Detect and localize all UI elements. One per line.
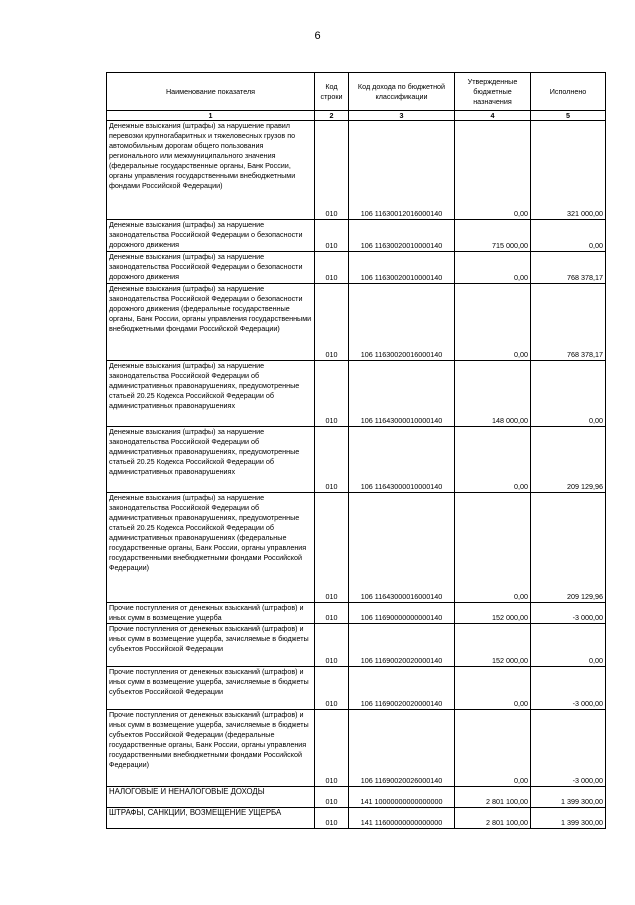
income-code: 106 11690020020000140 xyxy=(349,624,455,667)
indicator-name: НАЛОГОВЫЕ И НЕНАЛОГОВЫЕ ДОХОДЫ xyxy=(107,787,315,808)
line-code: 010 xyxy=(315,624,349,667)
indicator-name: Денежные взыскания (штрафы) за нарушение законодательства Российской Федерации об административных правонарушениях, предусмотренные статьей 20.25 Кодекса Российской Федерации об административных правонарушениях (федеральные государственные органы, Банк России, органы управления государственными внебюджетными фондами Российской Федерации) xyxy=(107,493,315,603)
column-number: 3 xyxy=(349,111,455,121)
column-header-code: Код строки xyxy=(315,73,349,111)
line-code: 010 xyxy=(315,667,349,710)
column-header-name: Наименование показателя xyxy=(107,73,315,111)
executed-amount: 0,00 xyxy=(531,220,606,252)
line-code: 010 xyxy=(315,808,349,829)
indicator-name: Денежные взыскания (штрафы) за нарушение законодательства Российской Федерации об административных правонарушениях, предусмотренные статьей 20.25 Кодекса Российской Федерации об административных правонарушениях xyxy=(107,361,315,427)
indicator-name: Прочие поступления от денежных взысканий (штрафов) и иных сумм в возмещение ущерба xyxy=(107,603,315,624)
approved-amount: 2 801 100,00 xyxy=(455,787,531,808)
income-code: 106 11630012016000140 xyxy=(349,121,455,220)
indicator-name: Денежные взыскания (штрафы) за нарушение правил перевозки крупногабаритных и тяжеловесных грузов по автомобильным дорогам общего пользования регионального или межмуниципального значения (федеральные государственные органы, Банк России, органы управления государственными внебюджетными фондами Российской Федерации) xyxy=(107,121,315,220)
table-row xyxy=(107,220,606,252)
income-code: 106 11630020016000140 xyxy=(349,284,455,361)
line-code: 010 xyxy=(315,361,349,427)
income-code: 106 11630020010000140 xyxy=(349,252,455,284)
indicator-name: ШТРАФЫ, САНКЦИИ, ВОЗМЕЩЕНИЕ УЩЕРБА xyxy=(107,808,315,829)
table-row xyxy=(107,121,606,220)
income-code: 106 11643000010000140 xyxy=(349,361,455,427)
column-number: 1 xyxy=(107,111,315,121)
executed-amount: -3 000,00 xyxy=(531,710,606,787)
approved-amount: 0,00 xyxy=(455,252,531,284)
column-number: 5 xyxy=(531,111,606,121)
line-code: 010 xyxy=(315,710,349,787)
approved-amount: 152 000,00 xyxy=(455,624,531,667)
line-code: 010 xyxy=(315,121,349,220)
income-code: 141 11600000000000000 xyxy=(349,808,455,829)
executed-amount: 768 378,17 xyxy=(531,252,606,284)
executed-amount: 321 000,00 xyxy=(531,121,606,220)
page-number: 6 xyxy=(314,30,321,42)
table-row xyxy=(107,427,606,493)
line-code: 010 xyxy=(315,427,349,493)
table-row-total xyxy=(107,808,606,829)
income-code: 106 11690020020000140 xyxy=(349,667,455,710)
approved-amount: 0,00 xyxy=(455,493,531,603)
executed-amount: 209 129,96 xyxy=(531,427,606,493)
indicator-name: Прочие поступления от денежных взысканий (штрафов) и иных сумм в возмещение ущерба, зачисляемые в бюджеты субъектов Российской Федерации (федеральные государственные органы, Банк России, органы управления государственными внебюджетными фондами Российской Федерации) xyxy=(107,710,315,787)
approved-amount: 0,00 xyxy=(455,427,531,493)
income-code: 106 11630020010000140 xyxy=(349,220,455,252)
executed-amount: 0,00 xyxy=(531,361,606,427)
approved-amount: 715 000,00 xyxy=(455,220,531,252)
executed-amount: -3 000,00 xyxy=(531,603,606,624)
indicator-name: Денежные взыскания (штрафы) за нарушение законодательства Российской Федерации о безопасности дорожного движения xyxy=(107,220,315,252)
executed-amount: 0,00 xyxy=(531,624,606,667)
approved-amount: 0,00 xyxy=(455,710,531,787)
income-code: 141 10000000000000000 xyxy=(349,787,455,808)
executed-amount: 768 378,17 xyxy=(531,284,606,361)
executed-amount: 1 399 300,00 xyxy=(531,808,606,829)
table-row xyxy=(107,603,606,624)
budget-execution-table xyxy=(106,72,606,829)
table-row xyxy=(107,284,606,361)
table-row xyxy=(107,624,606,667)
line-code: 010 xyxy=(315,493,349,603)
indicator-name: Денежные взыскания (штрафы) за нарушение законодательства Российской Федерации о безопасности дорожного движения (федеральные государственные органы, Банк России, органы управления государственными внебюджетными фондами Российской Федерации) xyxy=(107,284,315,361)
column-number: 4 xyxy=(455,111,531,121)
indicator-name: Прочие поступления от денежных взысканий (штрафов) и иных сумм в возмещение ущерба, зачисляемые в бюджеты субъектов Российской Федерации xyxy=(107,667,315,710)
column-header-approved: Утвержденные бюджетные назначения xyxy=(455,73,531,111)
executed-amount: 1 399 300,00 xyxy=(531,787,606,808)
approved-amount: 152 000,00 xyxy=(455,603,531,624)
indicator-name: Денежные взыскания (штрафы) за нарушение законодательства Российской Федерации об административных правонарушениях, предусмотренные статьей 20.25 Кодекса Российской Федерации об административных правонарушениях xyxy=(107,427,315,493)
income-code: 106 11643000016000140 xyxy=(349,493,455,603)
indicator-name: Денежные взыскания (штрафы) за нарушение законодательства Российской Федерации о безопасности дорожного движения xyxy=(107,252,315,284)
line-code: 010 xyxy=(315,252,349,284)
table-header-row xyxy=(107,73,606,111)
income-code: 106 11690020026000140 xyxy=(349,710,455,787)
indicator-name: Прочие поступления от денежных взысканий (штрафов) и иных сумм в возмещение ущерба, зачисляемые в бюджеты субъектов Российской Федерации xyxy=(107,624,315,667)
table-row xyxy=(107,493,606,603)
table-row xyxy=(107,252,606,284)
column-number-row xyxy=(107,111,606,121)
executed-amount: 209 129,96 xyxy=(531,493,606,603)
income-code: 106 11690000000000140 xyxy=(349,603,455,624)
table-row-total xyxy=(107,787,606,808)
approved-amount: 0,00 xyxy=(455,121,531,220)
approved-amount: 2 801 100,00 xyxy=(455,808,531,829)
line-code: 010 xyxy=(315,787,349,808)
column-header-kbk: Код дохода по бюджетной классификации xyxy=(349,73,455,111)
column-header-executed: Исполнено xyxy=(531,73,606,111)
line-code: 010 xyxy=(315,603,349,624)
table-row xyxy=(107,667,606,710)
table-row xyxy=(107,361,606,427)
line-code: 010 xyxy=(315,220,349,252)
table-row xyxy=(107,710,606,787)
approved-amount: 0,00 xyxy=(455,667,531,710)
income-code: 106 11643000010000140 xyxy=(349,427,455,493)
executed-amount: -3 000,00 xyxy=(531,667,606,710)
line-code: 010 xyxy=(315,284,349,361)
approved-amount: 148 000,00 xyxy=(455,361,531,427)
approved-amount: 0,00 xyxy=(455,284,531,361)
column-number: 2 xyxy=(315,111,349,121)
